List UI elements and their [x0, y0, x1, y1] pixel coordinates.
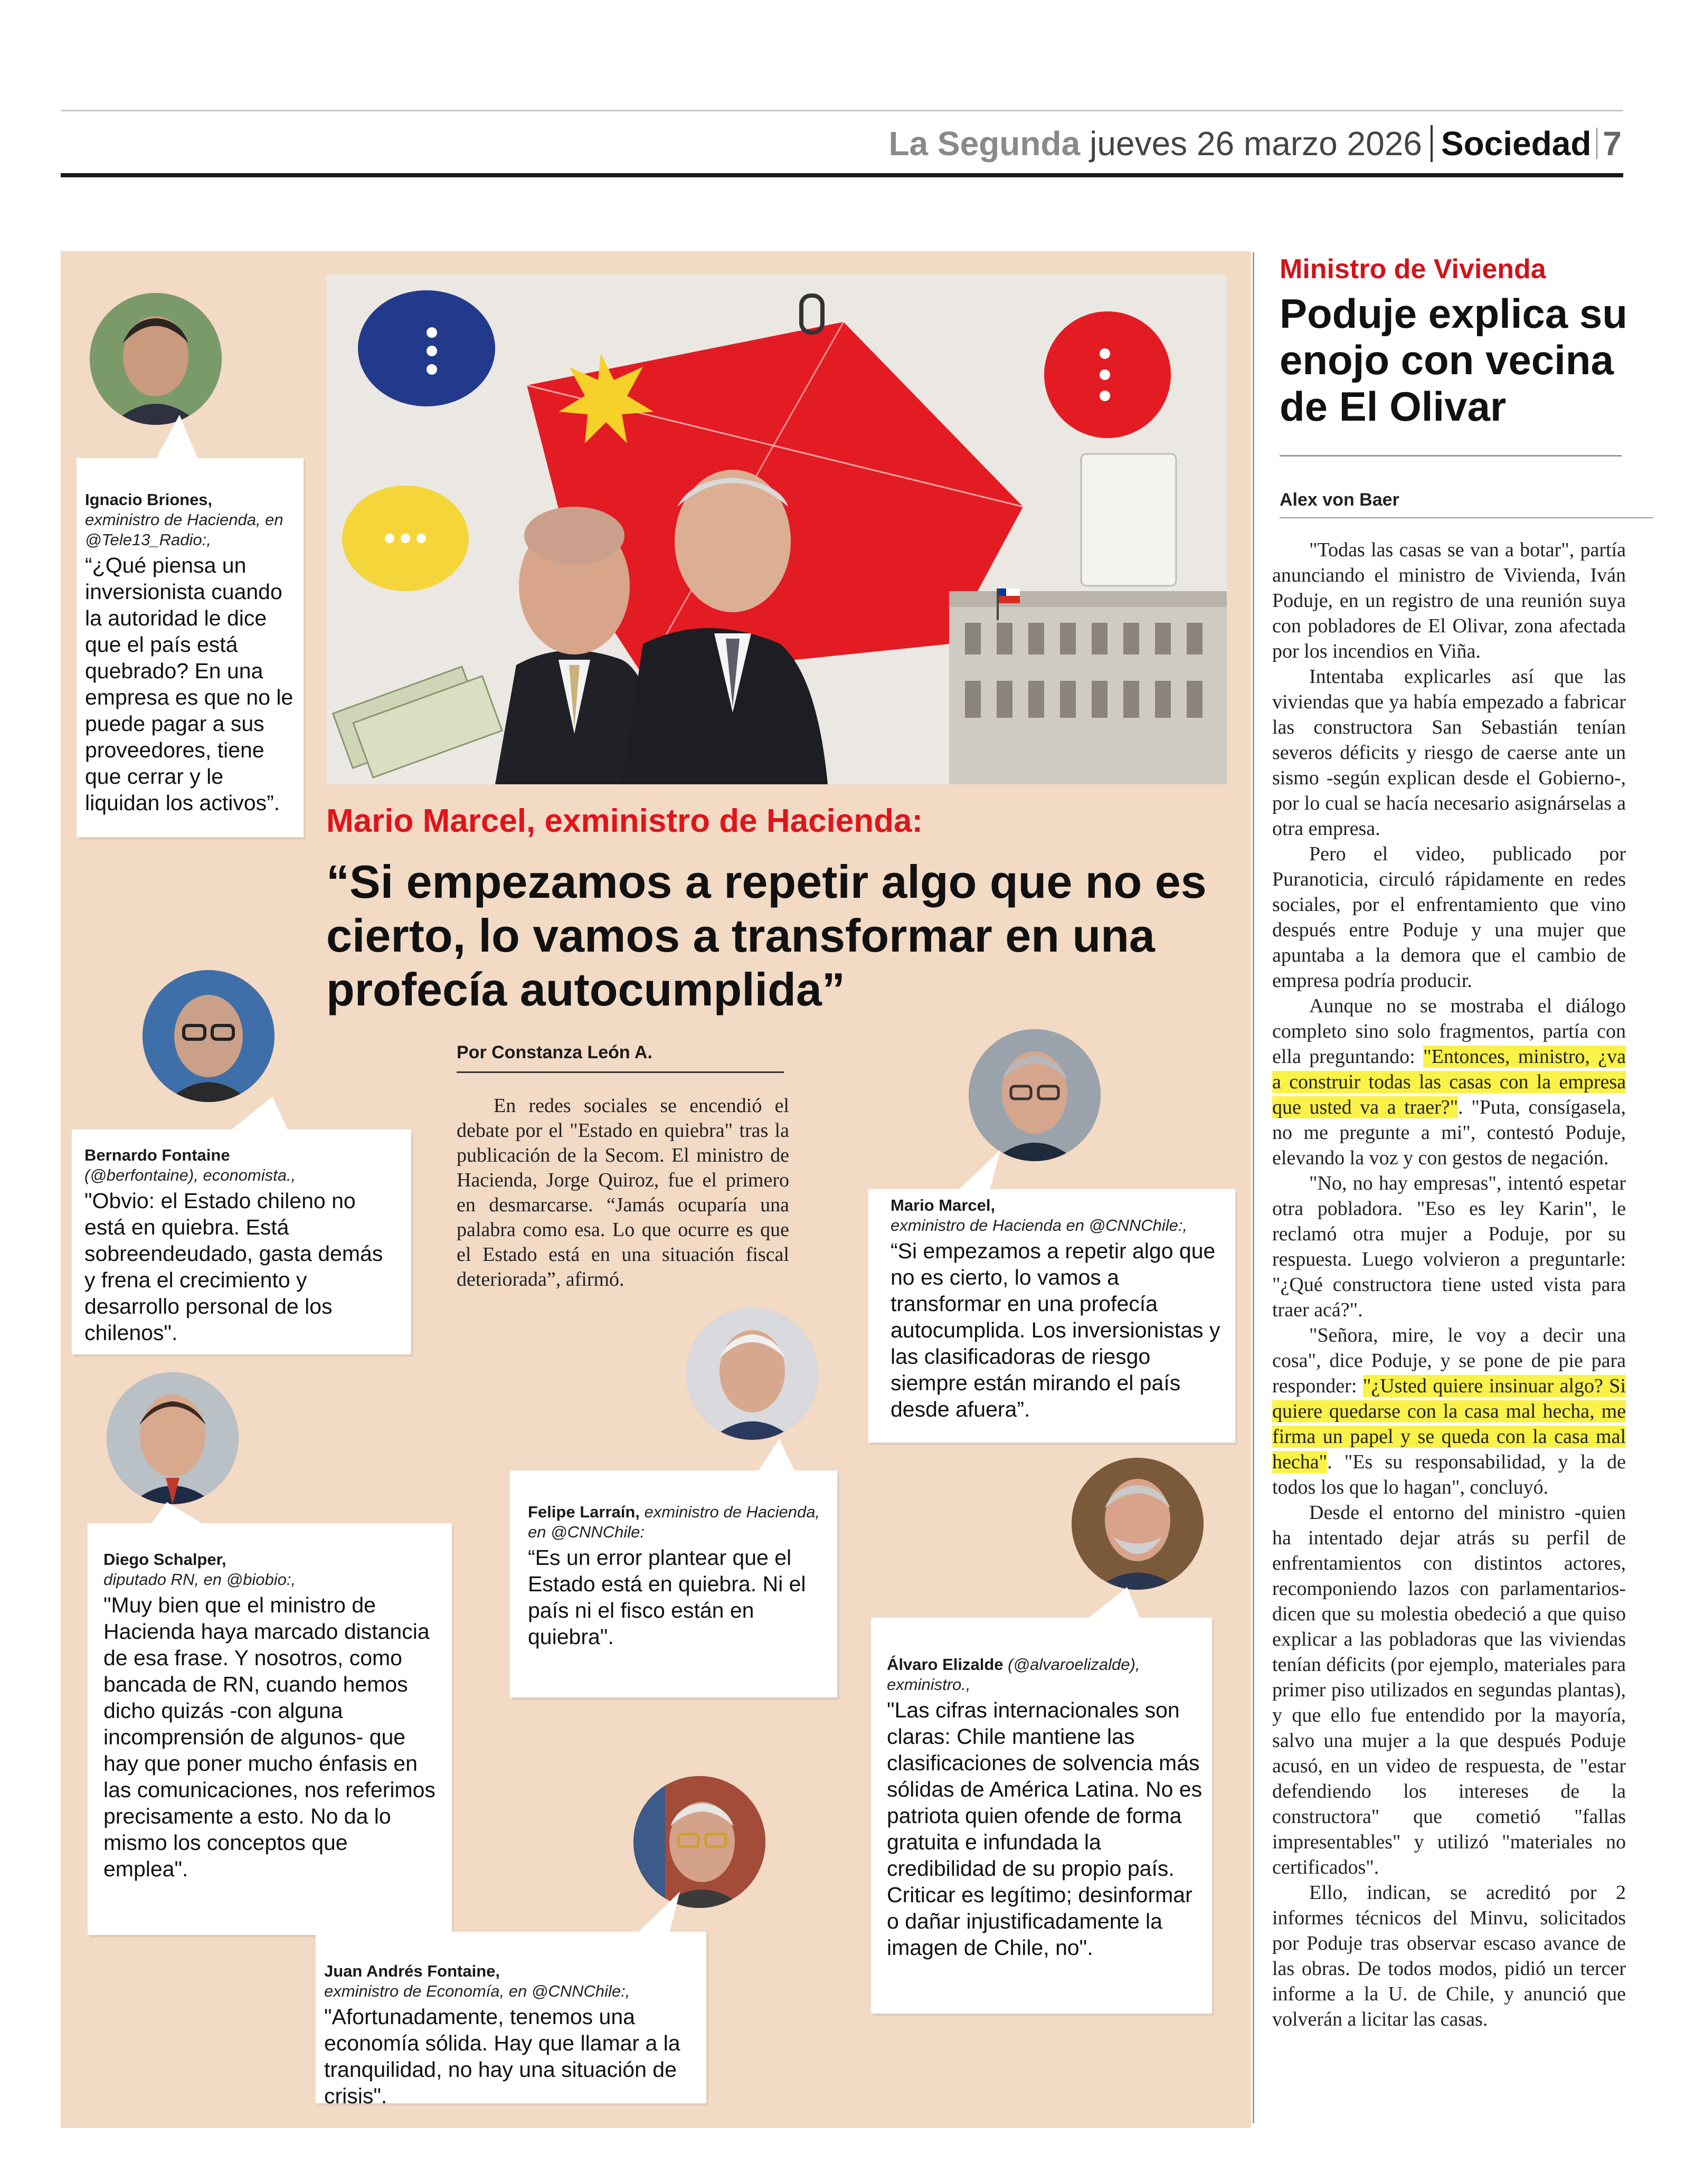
section-name: Sociedad: [1441, 125, 1592, 163]
sidebar-author: Alex von Baer: [1280, 490, 1399, 510]
quote-text: “¿Qué piensa un inversionista cuando la autoridad le dice que el país está quebrado? En una empresa es que no le puede pagar a sus proveedores, tiene que cerrar y le liquidan los activos”.: [85, 553, 294, 815]
sidebar-paragraph: "Todas las casas se van a botar", partía anunciando el ministro de Vivienda, Iván Poduje, en un registro de una reunión suya con pobladores de El Olivar, zona afectada por los incendios en Viña.: [1272, 539, 1626, 662]
sidebar-body: [1272, 537, 1626, 2032]
avatar-diego-schalper: [107, 1372, 239, 1504]
top-rule: [61, 110, 1623, 111]
sidebar-paragraph: "No, no hay empresas", intentó espetar otra pobladora. "Eso es ley Karin", le reclamó otra mujer a Poduje, por su respuesta. Luego volvieron a preguntarle: "¿Qué constructora tiene usted vista para traer acá?".: [1272, 1172, 1626, 1321]
page-header: [888, 117, 1622, 170]
quote-card-diego-schalper: [88, 1523, 452, 1935]
sidebar-rule: [1280, 455, 1622, 457]
main-headline: “Si empezamos a repetir algo que no es cierto, lo vamos a transformar en una profecía autocumplida”: [326, 856, 1207, 1015]
main-lede: En redes sociales se encendió el debate por el "Estado en quiebra" tras la publicación de la Secom. El ministro de Hacienda, Jorge Quiroz, fue el primero en desmarcarse. “Jamás ocuparía una palabra como esa. Lo que ocurre es que el Estado está en una situación fiscal deteriorada”, afirmó.: [457, 1095, 789, 1290]
sidebar-headline: Poduje explica su enojo con vecina de El Olivar: [1280, 290, 1627, 430]
quote-attribution: [887, 1655, 1204, 1695]
paragraph-text: . "Es su responsabilidad, y la de todos los que lo hagan", concluyó.: [1272, 1451, 1626, 1498]
bubble-tail: [151, 1502, 204, 1524]
publication-name: La Segunda: [888, 125, 1081, 163]
quote-author: Mario Marcel,: [891, 1196, 996, 1214]
quote-role: (@berfontaine), economista.,: [84, 1166, 296, 1184]
quote-author: Juan Andrés Fontaine,: [324, 1962, 500, 1980]
quote-card-ignacio-briones: [77, 458, 304, 837]
quote-role: (@alvaroelizalde), exministro.,: [887, 1655, 1140, 1694]
sidebar-rule: [1280, 517, 1653, 518]
sidebar-paragraph: Intentaba explicarles así que las viviendas que ya había empezado a fabricar las constructora San Sebastián tenían severos déficits y riesgo de caerse ante un sismo -según explican desde el Gobierno-, por lo cual se hacía necesario asignárselas a otra empresa.: [1272, 666, 1626, 840]
quote-card-alvaro-elizalde: [871, 1618, 1212, 2014]
quote-card-mario-marcel: [868, 1189, 1235, 1442]
quote-card-bernardo-fontaine: [72, 1129, 411, 1354]
quote-author: Ignacio Briones,: [85, 490, 213, 509]
avatar-bernardo-fontaine: [143, 970, 274, 1102]
quote-text: “Si empezamos a repetir algo que no es cierto, lo vamos a transformar en una profecía autocumplida. Los inversionistas y las clasificadoras de riesgo siempre están mirando el país desde afuera”.: [891, 1239, 1220, 1421]
bubble-tail: [758, 1439, 795, 1471]
quote-role: exministro de Hacienda en @CNNChile:,: [891, 1216, 1188, 1235]
header-divider: [1431, 125, 1433, 162]
avatar-felipe-larrain: [686, 1308, 818, 1440]
quote-author: Bernardo Fontaine: [84, 1146, 230, 1164]
bubble-tail: [958, 1150, 1000, 1190]
bubble-tail: [1087, 1587, 1140, 1619]
paragraph-text: "Señora, mire, le voy a decir una cosa", dice Poduje, y se pone de pie para responder:: [1272, 1324, 1626, 1397]
header-divider: [1596, 128, 1597, 159]
avatar-mario-marcel: [969, 1029, 1101, 1161]
paragraph-text: . "Puta, consígasela, no me pregunte a mi", contestó Poduje, elevando la voz y con gestos de negación.: [1272, 1096, 1626, 1169]
quote-card-juan-andres-fontaine: [316, 1932, 706, 2108]
sidebar-paragraph: [1272, 993, 1626, 1171]
column-rule: [1253, 252, 1254, 2123]
sidebar-paragraph: Desde el entorno del ministro -quien ha intentado dejar atrás su perfil de enfrentamientos con distintos actores, recomponiendo lazos con parlamentarios- dicen que su molestia obedeció a que quiso explicar a las pobladoras que las viviendas tenían déficits (por ejemplo, materiales para primer piso utilizados en segundas plantas), y que ello fue entendido por la mayoría, salvo una mujer a la que después Poduje acusó, en un video de respuesta, de "estar defendiendo los intereses de la constructora" que cometió "fallas impresentables" y utilizó "materiales no certificados".: [1272, 1502, 1626, 1878]
quote-role: exministro de Economía, en @CNNChile:,: [324, 1982, 630, 2000]
sidebar-paragraph: Pero el video, publicado por Puranoticia, circuló rápidamente en redes sociales, por el enfrentamiento que vino después entre Poduje y una mujer que apuntaba a la demora que el cambio de empresa podría producir.: [1272, 843, 1626, 992]
quote-attribution: [528, 1502, 827, 1542]
quote-text: "Muy bien que el ministro de Hacienda haya marcado distancia de esa frase. Y nosotros, como bancada de RN, cuando hemos dicho quizás -con alguna incomprensión de algunos- que hay que poner mucho énfasis en las comunicaciones, nos referimos precisamente a esto. No da lo mismo los conceptos que emplea".: [103, 1593, 436, 1881]
collage-image: [326, 274, 1227, 784]
quote-text: "Obvio: el Estado chileno no está en quiebra. Está sobreendeudado, gasta demás y frena el crecimiento y desarrollo personal de los chilenos".: [84, 1189, 383, 1345]
main-kicker: Mario Marcel, exministro de Hacienda:: [326, 803, 923, 839]
issue-date: jueves 26 marzo 2026: [1090, 125, 1422, 163]
quote-role: diputado RN, en @biobio:,: [103, 1570, 296, 1589]
quote-text: "Afortunadamente, tenemos una economía sólida. Hay que llamar a la tranquilidad, no hay una situación de crisis".: [324, 2005, 680, 2108]
highlighted-quote: "Entonces, ministro, ¿va a construir todas las casas con la empresa que usted va a traer?": [1272, 1046, 1626, 1118]
quote-text: "Las cifras internacionales son claras: Chile mantiene las clasificaciones de solvencia más sólidas de América Latina. No es patriota quien ofende de forma gratuita e infundada la credibilidad de su propio país. Criticar es legítimo; desinformar o dañar injustificadamente la imagen de Chile, no".: [887, 1698, 1203, 1960]
quote-text: “Es un error plantear que el Estado está en quiebra. Ni el país ni el fisco están en quiebra".: [528, 1545, 806, 1649]
paragraph-text: Aunque no se mostraba el diálogo completo sino solo fragmentos, partía con ella preguntando:: [1272, 995, 1626, 1068]
sidebar-kicker: Ministro de Vivienda: [1280, 254, 1546, 284]
highlighted-quote: "¿Usted quiere insinuar algo? Si quiere quedarse con la casa mal hecha, me firma un papel y se queda con la casa mal hecha": [1272, 1375, 1626, 1473]
quote-role: exministro de Hacienda, en @CNNChile:: [528, 1503, 820, 1541]
quote-author: Felipe Larraín,: [528, 1503, 640, 1521]
bubble-tail: [230, 1097, 288, 1131]
collage-illustration: [326, 274, 1227, 784]
bubble-tail: [156, 415, 198, 459]
quote-author: Diego Schalper,: [103, 1550, 226, 1569]
quote-author: Álvaro Elizalde: [887, 1655, 1004, 1674]
bubble-tail: [638, 1892, 680, 1933]
page-number: 7: [1603, 125, 1622, 163]
avatar-ignacio-briones: [90, 293, 222, 425]
sidebar-paragraph: Ello, indican, se acreditó por 2 informes técnicos del Minvu, solicitados por Poduje tras observar escaso avance de las obras. De todos modos, pidió un tercer informe a la U. de Chile, y anunció que volverán a licitar las casas.: [1272, 1882, 1626, 2030]
avatar-juan-andres-fontaine: [633, 1776, 765, 1908]
sidebar-paragraph: [1272, 1323, 1626, 1500]
quote-card-felipe-larrain: [510, 1470, 837, 1697]
header-rule: [61, 173, 1623, 177]
main-byline: Por Constanza León A.: [457, 1042, 784, 1073]
quote-role: exministro de Hacienda, en @Tele13_Radio:,: [85, 510, 283, 549]
avatar-alvaro-elizalde: [1072, 1458, 1204, 1590]
